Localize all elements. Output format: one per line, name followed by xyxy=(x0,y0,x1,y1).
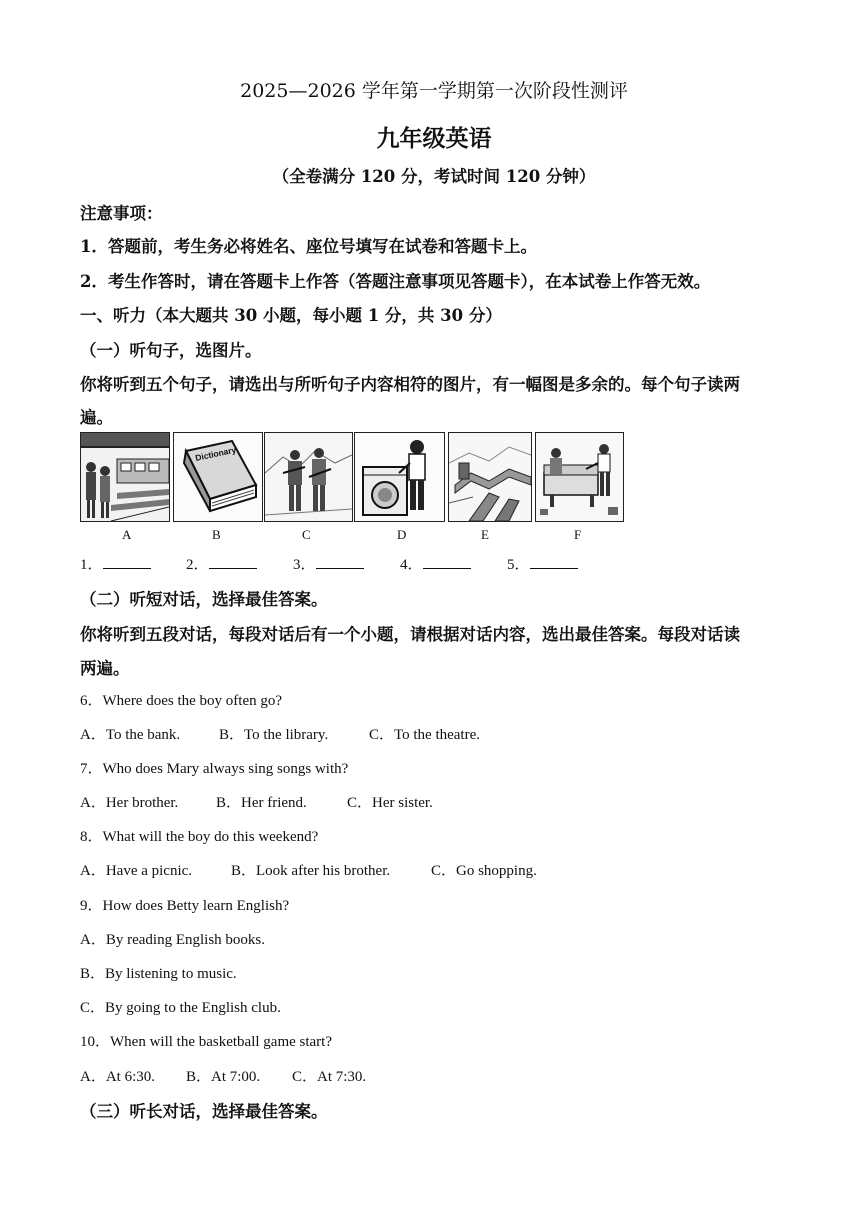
question-9: 9．How does Betty learn English? xyxy=(80,898,290,914)
answer-blank-1: 1． xyxy=(80,553,151,574)
picture-label-a: A xyxy=(122,527,132,542)
question-6: 6．Where does the boy often go? xyxy=(80,693,283,709)
picture-b-dictionary xyxy=(173,432,263,522)
q7-option-b[interactable]: B．Her friend. xyxy=(216,795,307,811)
picture-label-e: E xyxy=(481,527,489,542)
part2-heading: （二）听短对话，选择最佳答案。 xyxy=(80,590,328,609)
question-8: 8．What will the boy do this weekend? xyxy=(80,829,319,845)
question-10: 10．When will the basketball game start? xyxy=(80,1034,333,1050)
q9-option-c[interactable]: C．By going to the English club. xyxy=(80,1000,281,1016)
blank-line[interactable] xyxy=(209,554,257,569)
dictionary-book-icon xyxy=(174,433,262,521)
section-heading-listening: 一、听力（本大题共 30 小题，每小题 1 分，共 30 分） xyxy=(80,306,502,325)
picture-d-washing-machine xyxy=(354,432,445,522)
notice-heading: 注意事项： xyxy=(80,204,163,223)
soldiers-icon xyxy=(265,433,352,521)
q8-option-c[interactable]: C．Go shopping. xyxy=(431,863,537,879)
answer-blank-3: 3． xyxy=(293,553,364,574)
blank-line[interactable] xyxy=(103,554,151,569)
part1-heading: （一）听句子，选图片。 xyxy=(80,341,262,360)
q7-option-a[interactable]: A．Her brother. xyxy=(80,795,179,811)
q6-option-b[interactable]: B．To the library. xyxy=(219,727,329,743)
dictionary-cover-text: Dictionary xyxy=(194,444,238,463)
part2-instruction-line1: 你将听到五段对话，每段对话后有一个小题，请根据对话内容，选出最佳答案。每段对话读 xyxy=(80,625,740,644)
part1-instruction-line2: 遍。 xyxy=(80,408,113,427)
q9-option-a[interactable]: A．By reading English books. xyxy=(80,932,265,948)
washing-machine-icon xyxy=(355,433,444,521)
cleaning-room-icon xyxy=(536,433,623,521)
picture-label-c: C xyxy=(302,527,311,542)
answer-blank-5: 5． xyxy=(507,553,578,574)
q10-option-b[interactable]: B．At 7:00. xyxy=(186,1069,261,1085)
notice-item-1: 1．答题前，考生务必将姓名、座位号填写在试卷和答题卡上。 xyxy=(80,237,537,256)
q8-option-b[interactable]: B．Look after his brother. xyxy=(231,863,391,879)
picture-label-b: B xyxy=(212,527,221,542)
picture-e-great-wall xyxy=(448,432,532,522)
notice-item-2: 2．考生作答时，请在答题卡上作答（答题注意事项见答题卡），在本试卷上作答无效。 xyxy=(80,272,711,291)
question-7: 7．Who does Mary always sing songs with? xyxy=(80,761,349,777)
q10-option-c[interactable]: C．At 7:30. xyxy=(292,1069,367,1085)
train-platform-icon xyxy=(81,433,169,521)
blank-line[interactable] xyxy=(530,554,578,569)
blank-line[interactable] xyxy=(423,554,471,569)
q6-option-c[interactable]: C．To the theatre. xyxy=(369,727,480,743)
exam-title: 2025—2026 学年第一学期第一次阶段性测评 xyxy=(240,80,628,102)
part3-heading: （三）听长对话，选择最佳答案。 xyxy=(80,1102,328,1121)
q6-option-a[interactable]: A．To the bank. xyxy=(80,727,181,743)
q7-option-c[interactable]: C．Her sister. xyxy=(347,795,433,811)
score-time-note: （全卷满分 120 分，考试时间 120 分钟） xyxy=(272,167,596,186)
part1-instruction-line1: 你将听到五个句子，请选出与所听句子内容相符的图片，有一幅图是多余的。每个句子读两 xyxy=(80,375,740,394)
blank-line[interactable] xyxy=(316,554,364,569)
answer-blank-4: 4． xyxy=(400,553,471,574)
q9-option-b[interactable]: B．By listening to music. xyxy=(80,966,237,982)
picture-a-train-platform xyxy=(80,432,170,522)
subject-title: 九年级英语 xyxy=(376,125,492,152)
q8-option-a[interactable]: A．Have a picnic. xyxy=(80,863,193,879)
picture-label-f: F xyxy=(574,527,582,542)
part2-instruction-line2: 两遍。 xyxy=(80,659,130,678)
picture-c-soldiers xyxy=(264,432,353,522)
great-wall-icon xyxy=(449,433,531,521)
picture-f-cleaning-room xyxy=(535,432,624,522)
answer-blank-2: 2． xyxy=(186,553,257,574)
picture-label-d: D xyxy=(397,527,407,542)
q10-option-a[interactable]: A．At 6:30. xyxy=(80,1069,156,1085)
